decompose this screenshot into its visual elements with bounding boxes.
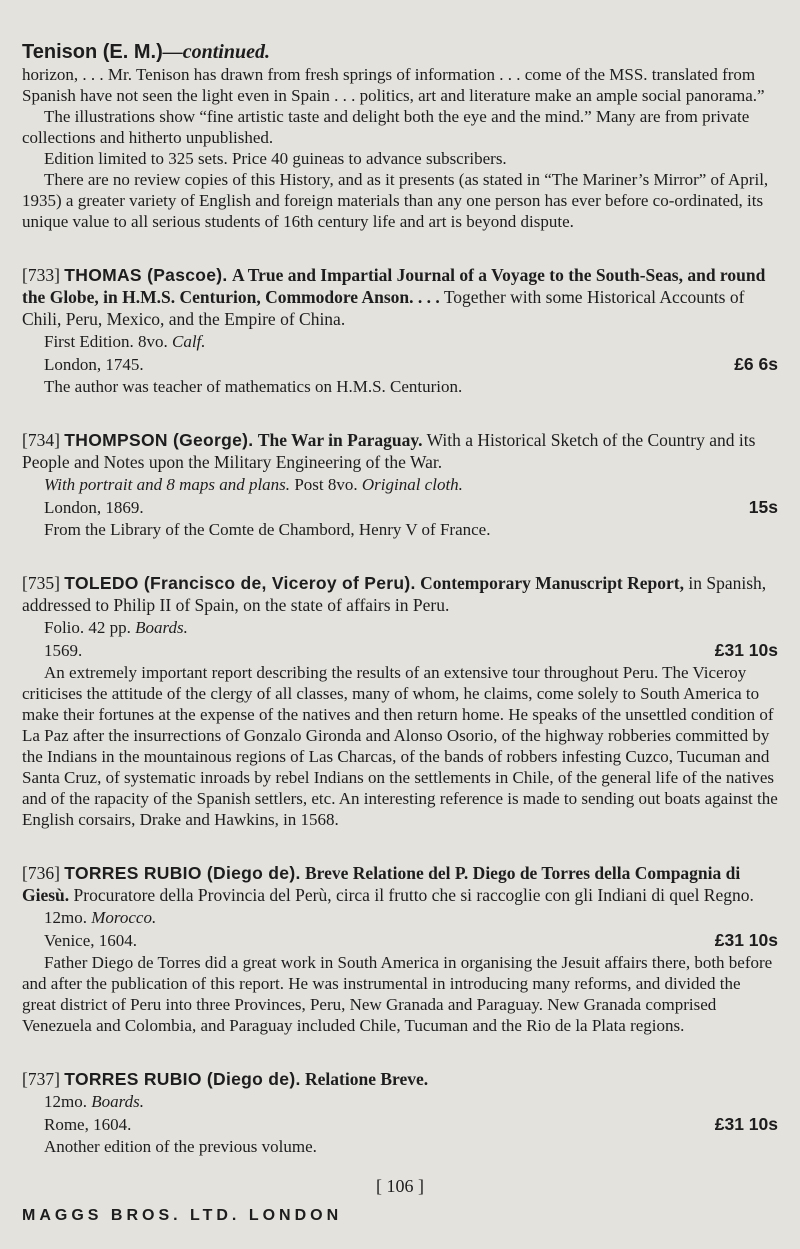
binding-text: Original cloth. bbox=[361, 475, 463, 494]
entry-format bbox=[22, 906, 778, 929]
catalogue-entry-735 bbox=[22, 572, 778, 830]
continued-paragraph: There are no review copies of this History, and as it presents (as stated in “The Mariner’s Mirror” of April, 1935) a greater variety of English and foreign materials than any one person has ever before co-ordinated, its unique value to all serious students of 16th century life and art is beyond dispute. bbox=[22, 170, 769, 231]
entry-title: Breve Relatione del P. Diego de Torres della Compagnia di Giesù. bbox=[22, 863, 741, 905]
entry-author: THOMPSON (George). bbox=[64, 430, 254, 450]
entry-title: The War in Paraguay. bbox=[257, 430, 423, 450]
entry-number: [737] bbox=[22, 1069, 60, 1089]
format-text: 12mo. bbox=[44, 1092, 87, 1111]
catalogue-entry-734 bbox=[22, 429, 778, 540]
entry-price: £31 10s bbox=[714, 930, 778, 950]
entry-note: Another edition of the previous volume. bbox=[44, 1137, 317, 1156]
entry-format bbox=[22, 473, 778, 496]
format-text: Post 8vo. bbox=[294, 475, 358, 494]
entry-imprint-row bbox=[22, 1113, 778, 1136]
publisher-footer: MAGGS BROS. LTD. LONDON bbox=[22, 1207, 343, 1224]
entry-number: [733] bbox=[22, 265, 60, 285]
entry-description: With a Historical Sketch of the Country and its People and Notes upon the Military Engineering of the War. bbox=[22, 430, 756, 472]
entry-format bbox=[22, 616, 778, 639]
continued-heading bbox=[22, 40, 778, 64]
entry-imprint-row bbox=[22, 353, 778, 376]
binding-text: Calf. bbox=[171, 332, 206, 351]
entry-author: TORRES RUBIO (Diego de). bbox=[64, 1069, 301, 1089]
entry-description: Together with some Historical Accounts of Chili, Peru, Mexico, and the Empire of China. bbox=[22, 287, 745, 329]
catalogue-entry-737 bbox=[22, 1068, 778, 1157]
entry-heading bbox=[22, 264, 778, 330]
entry-price: £31 10s bbox=[714, 1114, 778, 1134]
entry-author: TORRES RUBIO (Diego de). bbox=[64, 863, 301, 883]
page-number: [ 106 ] bbox=[376, 1176, 424, 1196]
binding-text: Boards. bbox=[91, 1092, 144, 1111]
continued-paragraph: The illustrations show “fine artistic taste and delight both the eye and the mind.” Many are from private collections and hitherto unpublished. bbox=[22, 107, 750, 147]
catalogue-entry-736 bbox=[22, 862, 778, 1036]
entry-place: London, 1869. bbox=[44, 498, 144, 517]
entry-author: THOMAS (Pascoe). bbox=[64, 265, 228, 285]
entry-title: A True and Impartial Journal of a Voyage to the South-Seas, and round the Globe, in H.M.S. Centurion, Commodore Anson. . . . bbox=[22, 265, 766, 307]
continued-paragraph: horizon, . . . Mr. Tenison has drawn from fresh springs of information . . . come of the MSS. translated from Spanish have not seen the light even in Spain . . . politics, art and literature make an ample social panorama.” bbox=[22, 65, 765, 105]
entry-heading bbox=[22, 429, 778, 473]
entry-number: [734] bbox=[22, 430, 60, 450]
illustrations-text: With portrait and 8 maps and plans. bbox=[44, 475, 291, 494]
entry-note: From the Library of the Comte de Chambord, Henry V of France. bbox=[44, 520, 491, 539]
entry-note: Father Diego de Torres did a great work in South America in organising the Jesuit affairs there, both before and after the publication of this report. He was instrumental in introducing many reforms, and divided the great district of Peru into three Provinces, Peru, New Granada and Paraguay. New Granada comprised Venezuela and Colombia, and Paraguay included Chile, Tucuman and the Rio de la Plata regions. bbox=[22, 953, 773, 1035]
entry-imprint-row bbox=[22, 496, 778, 519]
entry-heading bbox=[22, 862, 778, 906]
entry-price: £6 6s bbox=[734, 354, 778, 374]
entry-format bbox=[22, 330, 778, 353]
entry-place: 1569. bbox=[44, 641, 83, 660]
entry-imprint-row bbox=[22, 929, 778, 952]
continued-label: —continued. bbox=[162, 41, 270, 63]
entry-description: in Spanish, addressed to Philip II of Spain, on the state of affairs in Peru. bbox=[22, 573, 767, 615]
entry-imprint-row bbox=[22, 639, 778, 662]
catalogue-entry-733 bbox=[22, 264, 778, 397]
entry-place: Venice, 1604. bbox=[44, 931, 138, 950]
entry-place: Rome, 1604. bbox=[44, 1115, 132, 1134]
entry-number: [735] bbox=[22, 573, 60, 593]
entry-note: The author was teacher of mathematics on H.M.S. Centurion. bbox=[44, 377, 463, 396]
entry-format bbox=[22, 1090, 778, 1113]
entry-number: [736] bbox=[22, 863, 60, 883]
entry-author: TOLEDO (Francisco de, Viceroy of Peru). bbox=[64, 573, 416, 593]
entry-price: 15s bbox=[748, 497, 778, 517]
binding-text: Morocco. bbox=[91, 908, 157, 927]
entry-heading bbox=[22, 1068, 778, 1090]
entry-heading bbox=[22, 572, 778, 616]
entry-place: London, 1745. bbox=[44, 355, 144, 374]
format-text: Folio. 42 pp. bbox=[44, 618, 131, 637]
entry-description: Procuratore della Provincia del Perù, circa il frutto che si raccoglie con gli Indiani di quel Regno. bbox=[73, 885, 754, 905]
entry-title: Contemporary Manuscript Report, bbox=[420, 573, 684, 593]
binding-text: Boards. bbox=[135, 618, 188, 637]
entry-price: £31 10s bbox=[714, 640, 778, 660]
format-text: First Edition. 8vo. bbox=[44, 332, 168, 351]
continued-paragraph: Edition limited to 325 sets. Price 40 guineas to advance subscribers. bbox=[44, 149, 507, 168]
entry-title: Relatione Breve. bbox=[305, 1069, 429, 1089]
entry-note: An extremely important report describing the results of an extensive tour throughout Peru. The Viceroy criticises the attitude of the clergy of all classes, many of whom, he claims, come solely to South America to make their fortunes at the expense of the natives and then return home. He speaks of the unsettled condition of La Paz after the insurrections of Gonzalo Gironda and Alonso Osorio, of the highway robberies committed by the Indians in the mountainous regions of Las Charcas, of the bands of robbers infesting Cuzco, Tucuman and Santa Cruz, of systematic inroads by rebel Indians on the settlements in Chile, of the general life of the natives and of the rapacity of the Spanish settlers, etc. An interesting reference is made to sending out boats against the English corsairs, Drake and Hawkins, in 1568. bbox=[22, 663, 778, 829]
format-text: 12mo. bbox=[44, 908, 87, 927]
continued-author: Tenison (E. M.) bbox=[22, 41, 163, 63]
